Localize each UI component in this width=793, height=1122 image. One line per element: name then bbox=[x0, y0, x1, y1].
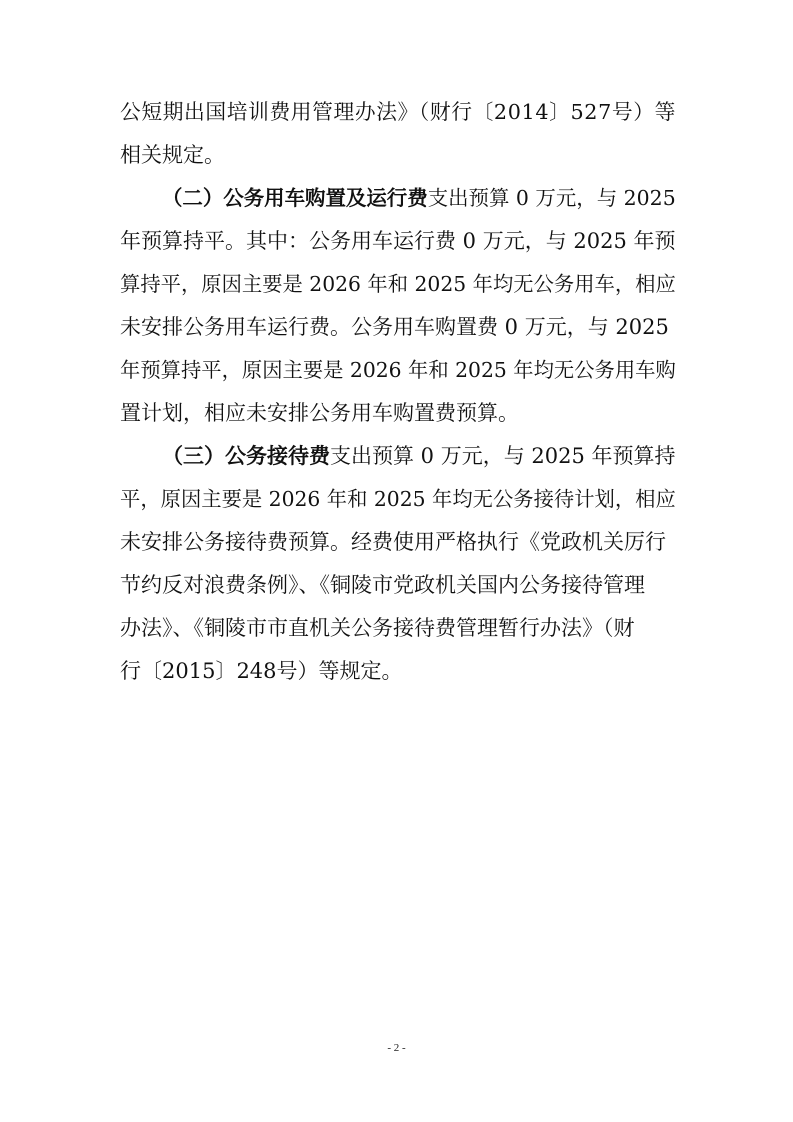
text-line-content: 未安排公务接待费预算。经费使用严格执行《党政机关厉行 bbox=[120, 530, 666, 554]
paragraph-vehicle-expenses bbox=[120, 177, 676, 435]
text-line bbox=[120, 564, 676, 607]
text-line-content: 未安排公务用车运行费。公务用车购置费 0 万元，与 2025 bbox=[120, 315, 669, 339]
text-line-content: 支出预算 0 万元，与 2025 bbox=[427, 186, 676, 210]
page-number: - 2 - bbox=[387, 1042, 406, 1054]
text-line-content: 相关规定。 bbox=[120, 143, 225, 167]
text-line bbox=[120, 435, 676, 478]
paragraph-reception-expenses bbox=[120, 435, 676, 693]
text-line bbox=[120, 392, 676, 435]
text-line-content: 年预算持平。其中：公务用车运行费 0 万元，与 2025 年预 bbox=[120, 229, 676, 253]
text-line bbox=[120, 220, 676, 263]
text-line bbox=[120, 177, 676, 220]
text-line-content: 年预算持平，原因主要是 2026 年和 2025 年均无公务用车购 bbox=[120, 358, 676, 382]
text-line bbox=[120, 607, 676, 650]
text-line bbox=[120, 650, 676, 693]
text-line bbox=[120, 91, 676, 134]
text-line-content: 办法》、《铜陵市市直机关公务接待费管理暂行办法》（财 bbox=[120, 616, 635, 640]
text-line bbox=[120, 478, 676, 521]
text-line-content: 平，原因主要是 2026 年和 2025 年均无公务接待计划，相应 bbox=[120, 487, 676, 511]
document-body bbox=[120, 91, 676, 693]
text-line-content: 行〔2015〕248号）等规定。 bbox=[120, 659, 403, 683]
text-line bbox=[120, 306, 676, 349]
text-line bbox=[120, 263, 676, 306]
text-line-content: 支出预算 0 万元，与 2025 年预算持 bbox=[330, 444, 676, 468]
text-line-content: 置计划，相应未安排公务用车购置费预算。 bbox=[120, 401, 519, 425]
text-line-content: 公短期出国培训费用管理办法》（财行〔2014〕527号）等 bbox=[120, 100, 676, 124]
text-line bbox=[120, 521, 676, 564]
paragraph-regulation-reference bbox=[120, 91, 676, 177]
text-line-content: 节约反对浪费条例》、《铜陵市党政机关国内公务接待管理 bbox=[120, 573, 645, 597]
text-line bbox=[120, 349, 676, 392]
text-line-content: 算持平，原因主要是 2026 年和 2025 年均无公务用车，相应 bbox=[120, 272, 676, 296]
text-line bbox=[120, 134, 676, 177]
section-heading-vehicle: （二）公务用车购置及运行费 bbox=[162, 186, 428, 210]
section-heading-reception: （三）公务接待费 bbox=[162, 444, 330, 468]
